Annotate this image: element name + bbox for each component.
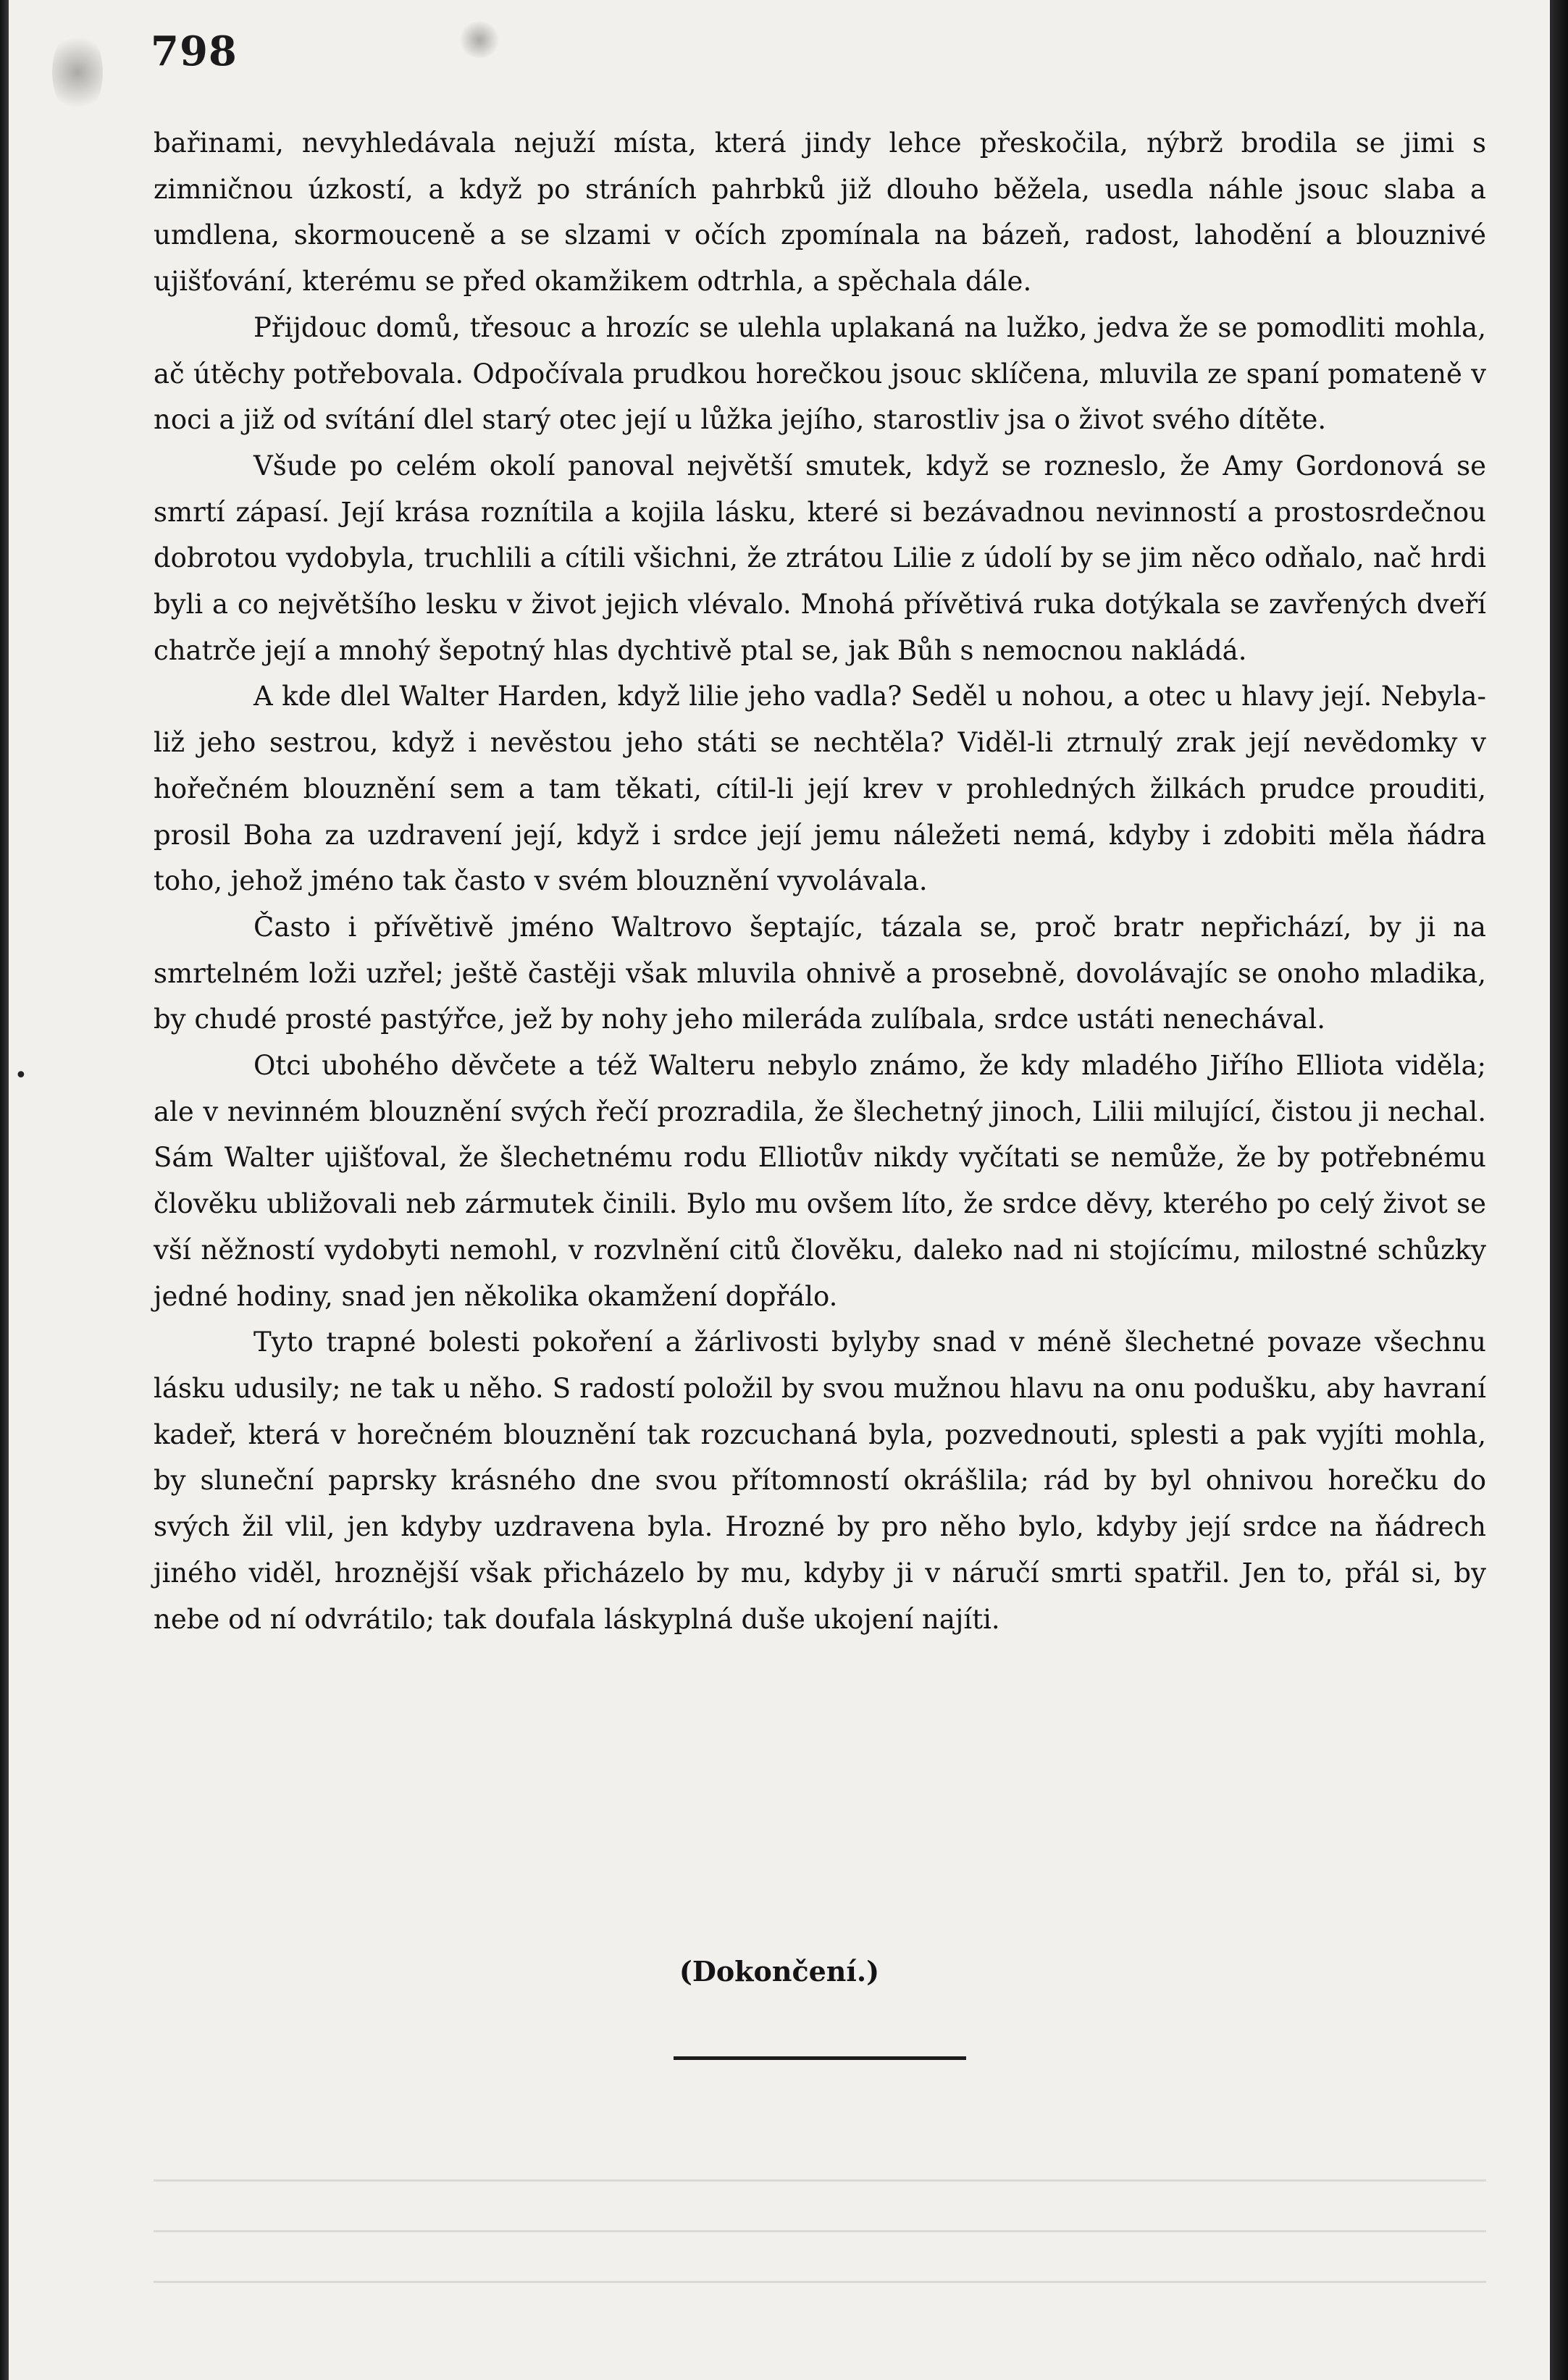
scan-border-right	[1550, 0, 1568, 2380]
book-page	[9, 0, 1550, 2380]
paragraph: bařinami, nevyhledávala nejuží místa, která jindy lehce přeskočila, nýbrž brodila se jimi s zimničnou úzkostí, a když po stráních pahrbků již dlouho běžela, usedla náhle jsouc slaba a umdlena, skormouceně a se slzami v očích zpomínala na bázeň, radost, lahodění a blouznivé ujišťování, kterému se před okamžikem odtrhla, a spěchala dále.	[154, 127, 1486, 298]
section-divider	[674, 2056, 966, 2060]
continuation-note: (Dokončení.)	[679, 1955, 880, 1988]
bleed-through-line	[154, 2230, 1486, 2232]
bleed-through-line	[154, 2281, 1486, 2283]
scan-border-left	[0, 0, 9, 2380]
paragraph: Přijdouc domů, třesouc a hrozíc se ulehla uplakaná na lužko, jedva že se pomodliti mohla, ač útěchy potřebovala. Odpočívala prudkou horečkou jsouc sklíčena, mluvila ze spaní pomateně v noci a již od svítání dlel starý otec její u lůžka jejího, starostliv jsa o život svého dítěte.	[154, 311, 1486, 436]
paragraph: A kde dlel Walter Harden, když lilie jeho vadla? Seděl u nohou, a otec u hlavy její. Nebyla-liž jeho sestrou, když i nevěstou jeho státi se nechtěla? Viděl-li ztrnulý zrak její nevědomky v hořečném blouznění sem a tam těkati, cítil-li její krev v prohledných žilkách prudce prouditi, prosil Boha za uzdravení její, když i srdce její jemu náležeti nemá, kdyby i zdobiti měla ňádra toho, jehož jméno tak často v svém blouznění vyvolávala.	[154, 681, 1486, 897]
paragraph: Často i přívětivě jméno Waltrovo šeptajíc, tázala se, proč bratr nepřichází, by ji na smrtelném loži uzřel; ještě častěji však mluvila ohnivě a prosebně, dovolávajíc se onoho mladika, by chudé prosté pastýřce, jež by nohy jeho mileráda zulíbala, srdce ustáti nenechával.	[154, 911, 1486, 1035]
article-body	[154, 120, 1486, 1642]
bleed-through-line	[154, 2179, 1486, 2182]
ink-smudge	[458, 22, 501, 58]
page-number: 798	[151, 28, 238, 75]
paragraph: Tyto trapné bolesti pokoření a žárlivosti bylyby snad v méně šlechetné povaze všechnu lásku udusily; ne tak u něho. S radostí položil by svou mužnou hlavu na onu podušku, aby havraní kadeř, která v horečném blouznění tak rozcuchaná byla, pozvednouti, splesti a pak vyjíti mohla, by sluneční paprsky krásného dne svou přítomností okrášlila; rád by byl ohnivou horečku do svých žil vlil, jen kdyby uzdravena byla. Hrozné by pro něho bylo, kdyby její srdce na ňádrech jiného viděl, hroznější však přicházelo by mu, kdyby ji v náručí smrti spatřil. Jen to, přál si, by nebe od ní odvrátilo; tak doufala láskyplná duše ukojení najíti.	[154, 1326, 1486, 1635]
margin-mark: •	[14, 1063, 28, 1088]
paragraph: Všude po celém okolí panoval největší smutek, když se rozneslo, že Amy Gordonová se smrtí zápasí. Její krása roznítila a kojila lásku, které si bezávadnou nevinností a prostosrdečnou dobrotou vydobyla, truchlili a cítili všichni, že ztrátou Lilie z údolí by se jim něco odňalo, nač hrdi byli a co největšího lesku v život jejich vlévalo. Mnohá přívětivá ruka dotýkala se zavřených dveří chatrče její a mnohý šepotný hlas dychtivě ptal se, jak Bůh s nemocnou nakládá.	[154, 450, 1486, 666]
ink-smudge	[52, 29, 103, 116]
paragraph: Otci ubohého děvčete a též Walteru nebylo známo, že kdy mladého Jiřího Elliota viděla; ale v nevinném blouznění svých řečí prozradila, že šlechetný jinoch, Lilii milující, čistou ji nechal. Sám Walter ujišťoval, že šlechetnému rodu Elliotův nikdy vyčítati se nemůže, že by potřebnému člověku ubližovali neb zármutek činili. Bylo mu ovšem líto, že srdce děvy, kterého po celý život se vší něžností vydobyti nemohl, v rozvlnění citů člověku, daleko nad ni stojícímu, milostné schůzky jedné hodiny, snad jen několika okamžení dopřálo.	[154, 1050, 1486, 1312]
